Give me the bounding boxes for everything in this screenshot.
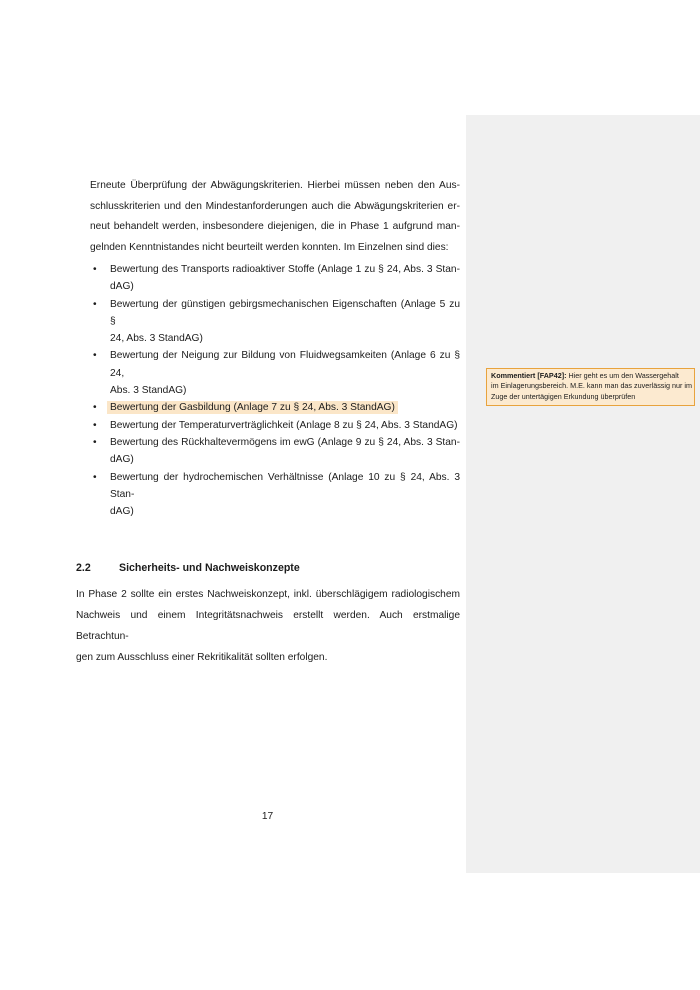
comment-line: Zuge der untertägigen Erkundung überprüfen: [491, 391, 636, 401]
paragraph-line: gelnden Kenntnistandes nicht beurteilt werden konnten. Im Einzelnen sind dies:: [90, 241, 449, 253]
list-item: [90, 417, 460, 434]
criteria-bullet-list: [90, 261, 460, 520]
paragraph-line: neut behandelt werden, insbesondere diejenigen, die in Phase 1 aufgrund man-: [90, 221, 460, 232]
list-item-commented: [90, 399, 460, 416]
list-item-line: Bewertung der Temperaturverträglichkeit (Anlage 8 zu § 24, Abs. 3 StandAG): [110, 419, 458, 431]
bullet-icon: •: [93, 298, 97, 310]
list-item: [90, 347, 460, 399]
list-item-line: dAG): [110, 454, 134, 466]
bullet-icon: •: [93, 436, 97, 448]
comment-line: im Einlagerungsbereich. M.E. kann man das zuverlässig nur im: [491, 381, 692, 391]
comment-highlighted-text[interactable]: Bewertung der Gasbildung (Anlage 7 zu § 24, Abs. 3 StandAG): [107, 401, 398, 414]
bullet-icon: •: [93, 419, 97, 431]
paragraph-intro: [90, 176, 460, 258]
bullet-icon: •: [93, 471, 97, 483]
list-item-line: Bewertung des Rückhaltevermögens im ewG (Anlage 9 zu § 24, Abs. 3 Stan-: [110, 436, 460, 448]
list-item: [90, 434, 460, 469]
comment-line: [491, 371, 690, 381]
list-item-line: Bewertung des Transports radioaktiver Stoffe (Anlage 1 zu § 24, Abs. 3 Stan-: [110, 264, 460, 275]
list-item-line: Bewertung der hydrochemischen Verhältnisse (Anlage 10 zu § 24, Abs. 3 Stan-: [110, 471, 460, 500]
list-item-line: Bewertung der günstigen gebirgsmechanischen Eigenschaften (Anlage 5 zu §: [110, 298, 460, 327]
bullet-icon: •: [93, 264, 97, 275]
paragraph-line: gen zum Ausschluss einer Rekritikalität sollten erfolgen.: [76, 652, 328, 663]
bullet-icon: •: [93, 402, 97, 414]
comments-margin-pane: [466, 115, 700, 873]
list-item-line: Abs. 3 StandAG): [110, 385, 187, 397]
list-item: [90, 469, 460, 521]
review-comment-box[interactable]: [486, 368, 695, 406]
list-item-line: dAG): [110, 281, 134, 293]
list-item-line: [110, 399, 460, 416]
bullet-icon: •: [93, 350, 97, 362]
list-item-line: Bewertung der Neigung zur Bildung von Fluidwegsamkeiten (Anlage 6 zu § 24,: [110, 350, 460, 379]
paragraph-line: Erneute Überprüfung der Abwägungskriterien. Hierbei müssen neben den Aus-: [90, 180, 460, 191]
section-title: Sicherheits- und Nachweiskonzepte: [119, 562, 300, 574]
list-item-line: dAG): [110, 506, 134, 518]
paragraph-line: Nachweis und einem Integritätsnachweis erstellt werden. Auch erstmalige Betrachtun-: [76, 610, 460, 642]
paragraph-phase2: [76, 584, 460, 668]
paragraph-line: schlusskriterien und den Mindestanforderungen auch die Abwägungskriterien er-: [90, 200, 460, 212]
page-number: 17: [261, 811, 274, 822]
paragraph-line: In Phase 2 sollte ein erstes Nachweiskonzept, inkl. überschlägigem radiologischem: [76, 589, 460, 600]
list-item-line: 24, Abs. 3 StandAG): [110, 333, 203, 345]
comment-text: Hier geht es um den Wassergehalt: [566, 371, 679, 380]
list-item: [90, 261, 460, 296]
comment-author-label: Kommentiert [FAP42]:: [491, 371, 567, 380]
section-number: 2.2: [76, 562, 91, 574]
section-heading: [76, 561, 300, 575]
list-item: [90, 296, 460, 348]
